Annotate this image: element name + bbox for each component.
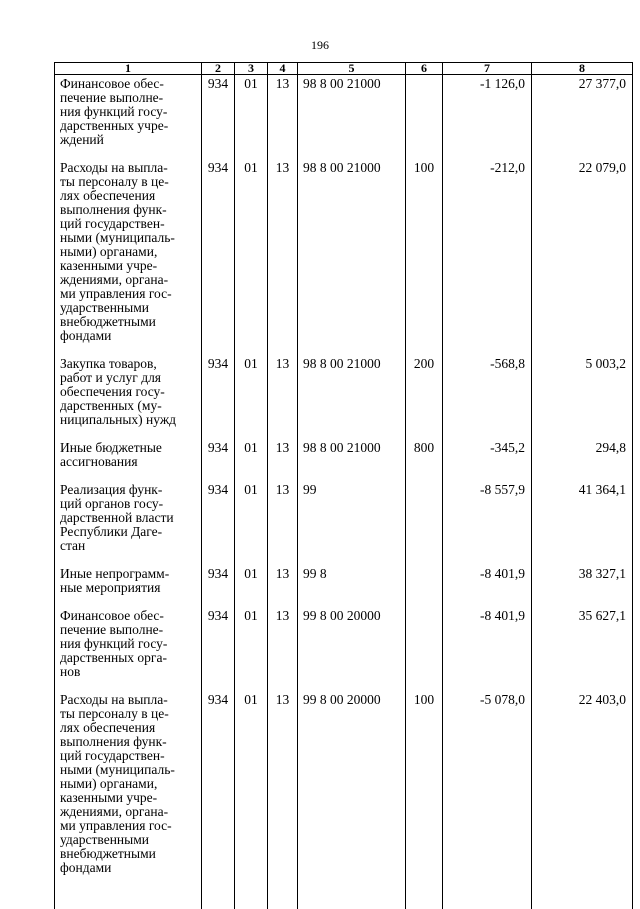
table-row bbox=[55, 75, 633, 160]
item-name-cell bbox=[55, 481, 202, 565]
item-name-cell bbox=[55, 75, 202, 160]
item-name: Финансовое обес- печение выполне- ния функций госу- дарственных учре- ждений bbox=[60, 77, 199, 147]
change-amount: -345,2 bbox=[443, 439, 532, 481]
item-name: Иные бюджетные ассигнования bbox=[60, 441, 199, 469]
column-header: 4 bbox=[268, 63, 298, 75]
expense-type-code: 200 bbox=[406, 355, 443, 439]
item-name: Реализация функ- ций органов госу- дарственной власти Республики Даге- стан bbox=[60, 483, 199, 553]
table-body bbox=[55, 75, 633, 909]
section-code: 01 bbox=[235, 159, 268, 355]
subsection-code: 13 bbox=[268, 481, 298, 565]
column-header: 6 bbox=[406, 63, 443, 75]
item-name: Закупка товаров, работ и услуг для обеспечения госу- дарственных (му- ниципальных) нужд bbox=[60, 357, 199, 427]
item-name-cell bbox=[55, 439, 202, 481]
item-name-cell bbox=[55, 565, 202, 607]
section-code: 01 bbox=[235, 691, 268, 909]
ministry-code: 934 bbox=[202, 481, 235, 565]
item-name-cell bbox=[55, 355, 202, 439]
ministry-code: 934 bbox=[202, 159, 235, 355]
section-code: 01 bbox=[235, 439, 268, 481]
total-amount: 22 079,0 bbox=[532, 159, 633, 355]
item-name-cell bbox=[55, 691, 202, 909]
target-article-code: 99 8 bbox=[298, 565, 406, 607]
expense-type-code: 100 bbox=[406, 691, 443, 909]
subsection-code: 13 bbox=[268, 355, 298, 439]
item-name-cell bbox=[55, 159, 202, 355]
change-amount: -8 401,9 bbox=[443, 607, 532, 691]
ministry-code: 934 bbox=[202, 565, 235, 607]
item-name: Расходы на выпла- ты персоналу в це- лях обеспечения выполнения функ- ций государствен- ными (муниципаль- ными) органами, казенными учре- ждениями, органа- ми управления гос- ударственными внебюджетными фондами bbox=[60, 693, 199, 875]
table-row bbox=[55, 607, 633, 691]
total-amount: 5 003,2 bbox=[532, 355, 633, 439]
table-row bbox=[55, 439, 633, 481]
table-row bbox=[55, 355, 633, 439]
column-header: 8 bbox=[532, 63, 633, 75]
column-header: 1 bbox=[55, 63, 202, 75]
item-name: Финансовое обес- печение выполне- ния функций госу- дарственных орга- нов bbox=[60, 609, 199, 679]
page-number: 196 bbox=[0, 38, 640, 53]
table-header-row bbox=[55, 63, 633, 75]
expense-type-code: 800 bbox=[406, 439, 443, 481]
expense-type-code bbox=[406, 565, 443, 607]
expense-type-code bbox=[406, 607, 443, 691]
subsection-code: 13 bbox=[268, 565, 298, 607]
change-amount: -8 557,9 bbox=[443, 481, 532, 565]
budget-table bbox=[54, 62, 633, 909]
section-code: 01 bbox=[235, 481, 268, 565]
subsection-code: 13 bbox=[268, 159, 298, 355]
column-header: 2 bbox=[202, 63, 235, 75]
change-amount: -1 126,0 bbox=[443, 75, 532, 160]
table-row bbox=[55, 565, 633, 607]
ministry-code: 934 bbox=[202, 355, 235, 439]
target-article-code: 99 8 00 20000 bbox=[298, 607, 406, 691]
section-code: 01 bbox=[235, 565, 268, 607]
item-name-cell bbox=[55, 607, 202, 691]
table-row bbox=[55, 481, 633, 565]
change-amount: -212,0 bbox=[443, 159, 532, 355]
subsection-code: 13 bbox=[268, 607, 298, 691]
expense-type-code: 100 bbox=[406, 159, 443, 355]
table-row bbox=[55, 691, 633, 909]
section-code: 01 bbox=[235, 607, 268, 691]
column-header: 5 bbox=[298, 63, 406, 75]
target-article-code: 98 8 00 21000 bbox=[298, 159, 406, 355]
column-header: 3 bbox=[235, 63, 268, 75]
item-name: Расходы на выпла- ты персоналу в це- лях обеспечения выполнения функ- ций государствен- ными (муниципаль- ными) органами, казенными учре- ждениями, органа- ми управления гос- ударственными внебюджетными фондами bbox=[60, 161, 199, 343]
total-amount: 38 327,1 bbox=[532, 565, 633, 607]
ministry-code: 934 bbox=[202, 691, 235, 909]
ministry-code: 934 bbox=[202, 607, 235, 691]
change-amount: -8 401,9 bbox=[443, 565, 532, 607]
target-article-code: 98 8 00 21000 bbox=[298, 355, 406, 439]
expense-type-code bbox=[406, 75, 443, 160]
ministry-code: 934 bbox=[202, 439, 235, 481]
table-row bbox=[55, 159, 633, 355]
total-amount: 35 627,1 bbox=[532, 607, 633, 691]
total-amount: 27 377,0 bbox=[532, 75, 633, 160]
subsection-code: 13 bbox=[268, 439, 298, 481]
section-code: 01 bbox=[235, 75, 268, 160]
subsection-code: 13 bbox=[268, 691, 298, 909]
item-name: Иные непрограмм- ные мероприятия bbox=[60, 567, 199, 595]
total-amount: 41 364,1 bbox=[532, 481, 633, 565]
target-article-code: 99 bbox=[298, 481, 406, 565]
ministry-code: 934 bbox=[202, 75, 235, 160]
change-amount: -568,8 bbox=[443, 355, 532, 439]
total-amount: 22 403,0 bbox=[532, 691, 633, 909]
section-code: 01 bbox=[235, 355, 268, 439]
change-amount: -5 078,0 bbox=[443, 691, 532, 909]
target-article-code: 98 8 00 21000 bbox=[298, 439, 406, 481]
expense-type-code bbox=[406, 481, 443, 565]
total-amount: 294,8 bbox=[532, 439, 633, 481]
target-article-code: 99 8 00 20000 bbox=[298, 691, 406, 909]
column-header: 7 bbox=[443, 63, 532, 75]
target-article-code: 98 8 00 21000 bbox=[298, 75, 406, 160]
subsection-code: 13 bbox=[268, 75, 298, 160]
